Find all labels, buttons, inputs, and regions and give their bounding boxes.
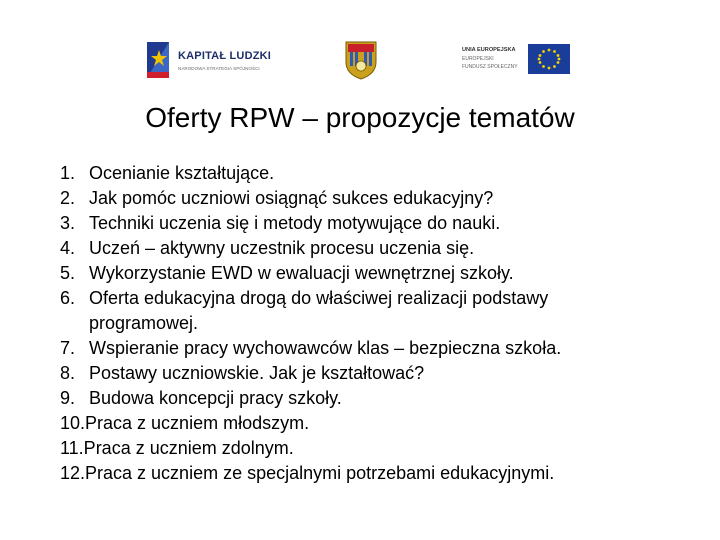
logo-bar: [0, 0, 720, 100]
list-item: [60, 411, 680, 436]
eu-flag-icon: [528, 44, 570, 74]
eu-subtitle-1: EUROPEJSKI: [462, 56, 494, 62]
list-item: [60, 361, 680, 386]
list-item-number: 7.: [60, 338, 76, 358]
kapital-ludzki-logo: [144, 38, 284, 82]
list-item: [60, 211, 680, 236]
topic-list: [60, 161, 680, 486]
list-item-text: Wykorzystanie EWD w ewaluacji wewnętrznej szkoły.: [89, 263, 514, 283]
list-item: [60, 161, 680, 186]
kapital-ludzki-title: KAPITAŁ LUDZKI: [178, 50, 272, 62]
crest-icon: [344, 40, 378, 80]
list-item: [60, 236, 680, 261]
list-item-text: Jak pomóc uczniowi osiągnąć sukces edukacyjny?: [89, 188, 494, 208]
list-item-number: 3.: [60, 213, 76, 233]
list-item-text: Oferta edukacyjna drogą do właściwej realizacji podstawy: [89, 288, 549, 308]
list-item: [60, 311, 680, 336]
list-item-text: Ocenianie kształtujące.: [89, 163, 275, 183]
list-item-text: Wspieranie pracy wychowawców klas – bezpieczna szkoła.: [89, 338, 562, 358]
kapital-ludzki-mark-icon: [144, 38, 174, 82]
list-item-text: Postawy uczniowskie. Jak je kształtować?: [89, 363, 425, 383]
kapital-ludzki-subtitle: NARODOWA STRATEGIA SPÓJNOŚCI: [178, 66, 260, 71]
list-item-number: 5.: [60, 263, 76, 283]
list-item: [60, 261, 680, 286]
list-item: [60, 336, 680, 361]
eu-logo: [462, 44, 572, 76]
list-item-number: 4.: [60, 238, 76, 258]
list-item-number: 9.: [60, 388, 76, 408]
list-item-text: 12.Praca z uczniem ze specjalnymi potrzebami edukacyjnymi.: [60, 463, 555, 483]
list-item-text: 11.Praca z uczniem zdolnym.: [60, 438, 294, 458]
eu-subtitle-2: FUNDUSZ SPOŁECZNY: [462, 64, 518, 70]
list-item-text: Techniki uczenia się i metody motywujące do nauki.: [89, 213, 501, 233]
list-item: [60, 436, 680, 461]
list-item-text: Budowa koncepcji pracy szkoły.: [89, 388, 342, 408]
list-item-number: 1.: [60, 163, 76, 183]
list-item: [60, 186, 680, 211]
list-item: [60, 461, 680, 486]
list-item-number: 2.: [60, 188, 76, 208]
list-item-number: 8.: [60, 363, 76, 383]
list-item: [60, 386, 680, 411]
page-title: Oferty RPW – propozycje tematów: [145, 102, 575, 133]
list-item: [60, 286, 680, 311]
list-item-number: 6.: [60, 288, 76, 308]
list-item-text: programowej.: [89, 313, 199, 333]
list-item-text: 10.Praca z uczniem młodszym.: [60, 413, 310, 433]
crest-logo: [344, 40, 378, 80]
list-item-text: Uczeń – aktywny uczestnik procesu uczenia się.: [89, 238, 475, 258]
eu-title: UNIA EUROPEJSKA: [462, 47, 516, 53]
